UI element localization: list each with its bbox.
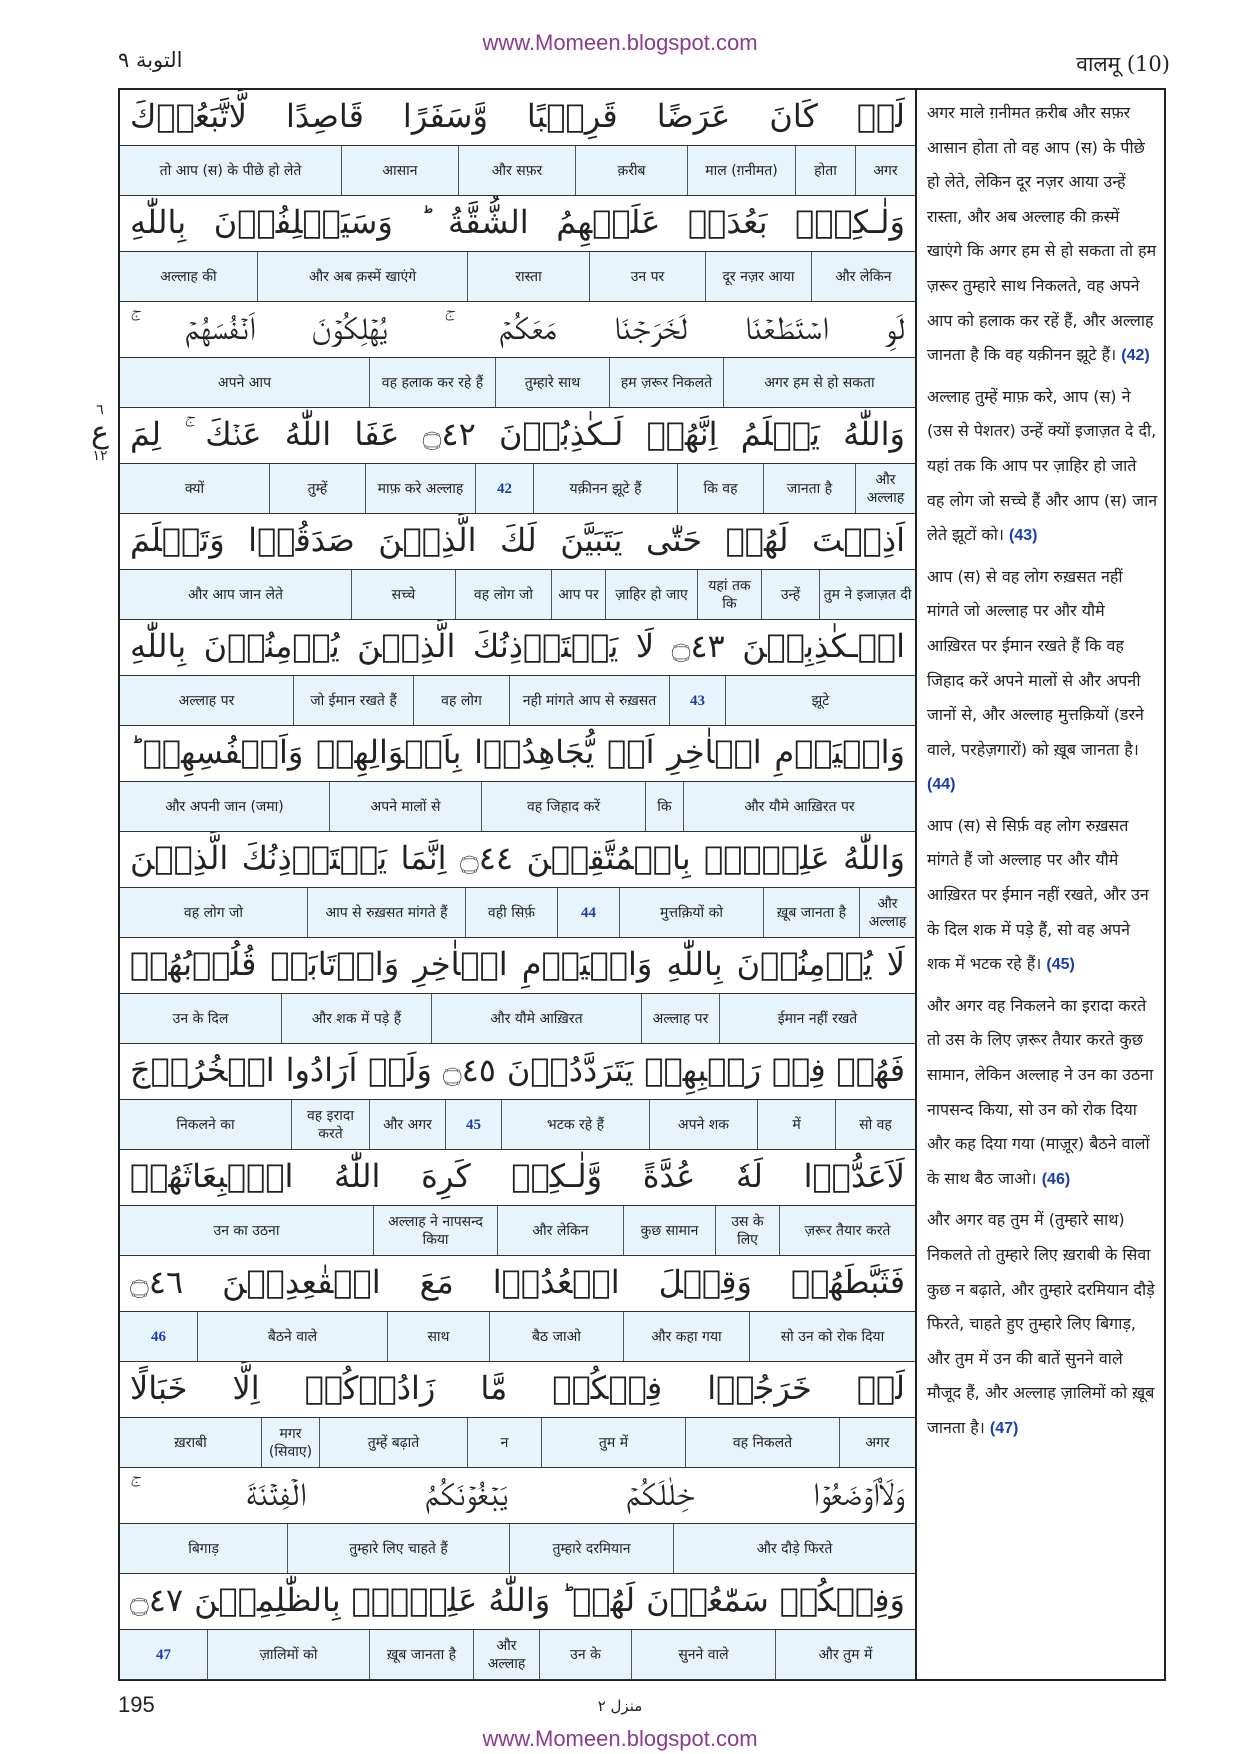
word-translation-row [120,1206,915,1256]
word-meaning-cell: ख़राबी [120,1418,261,1467]
translation-paragraph [927,989,1158,1198]
word-meaning-cell: वह लोग जो [120,888,307,937]
word-meaning-cell: तुम्हारे दरमियान [509,1524,673,1573]
word-meaning-cell: ज़रूर तैयार करते [779,1206,915,1255]
word-meaning-cell: उन का उठना [120,1206,373,1255]
word-meaning-cell: अपने आप [120,358,369,407]
translation-column [917,90,1164,1679]
word-meaning-cell: और अब क़स्में खाएंगे [257,252,467,301]
word-translation-row [120,1312,915,1362]
translation-paragraph [927,560,1158,803]
verse-number-cell: 42 [475,464,533,513]
word-meaning-cell: उन पर [589,252,705,301]
word-meaning-cell: और शक में पड़े हैं [281,994,431,1043]
word-meaning-cell: में [757,1100,835,1149]
verse-number-cell: 47 [120,1630,207,1679]
word-meaning-cell: और अल्लाह [859,888,915,937]
word-meaning-cell: सो उन को रोक दिया [749,1312,915,1361]
verse-number: (43) [1009,527,1038,545]
word-meaning-cell: यक़ीनन झूटे हैं [533,464,677,513]
word-meaning-cell: ख़ूब जानता है [369,1630,473,1679]
word-meaning-cell: माल (ग़नीमत) [687,146,795,195]
verse-number: (42) [1121,347,1150,365]
word-meaning-cell: कि वह [677,464,763,513]
word-meaning-cell: बिगाड़ [120,1524,287,1573]
word-meaning-cell: वह इरादा करते [291,1100,369,1149]
verse-number: (46) [1041,1170,1071,1188]
word-meaning-cell: क़रीब [575,146,687,195]
word-meaning-cell: और कहा गया [623,1312,749,1361]
word-translation-row [120,1100,915,1150]
word-meaning-cell: कि [645,782,683,831]
word-meaning-cell: और लेकिन [497,1206,623,1255]
ruku-marker [85,402,115,464]
word-meaning-cell: भटक रहे हैं [501,1100,649,1149]
word-meaning-cell: होता [795,146,855,195]
word-meaning-cell: सुनने वाले [631,1630,775,1679]
arabic-verse-line: لَوِ اسۡتَطَعۡنَا لَخَرَجۡنَا مَعَكُمۡ‌ ۚ يُهۡلِكُوۡنَ اَنۡفُسَهُمۡ‌ ۚ [120,302,915,358]
word-meaning-cell: और अपनी जान (जमा) [120,782,329,831]
word-meaning-cell: और यौमे आख़िरत [431,994,641,1043]
arabic-verse-line: وَلَا۟اَوۡضَعُوۡا خِلٰلَكُمۡ يَبۡغُوۡنَكُمُ الۡفِتۡنَةَ‌ ۚ [120,1468,915,1524]
arabic-verse-line: لَوۡ خَرَجُوۡا فِيۡكُمۡ مَّا زَادُوۡكُمۡ اِلَّا خَبَالًا [120,1362,915,1418]
word-meaning-cell: अल्लाह की [120,252,257,301]
ruku-marker-top: ٦ [96,402,104,418]
word-meaning-cell: उस के लिए [715,1206,779,1255]
word-translation-row [120,994,915,1044]
word-meaning-cell: तो आप (स) के पीछे हो लेते [120,146,341,195]
juz-title: वालमू (10) [1076,52,1170,76]
translation-text: अगर माले ग़नीमत क़रीब और सफ़र आसान होता तो वह आप (स) के पीछे हो लेते, लेकिन दूर नज़र आया उन्हें रास्ता, और अब अल्लाह की क़स्में खाएंगे कि अगर हम से हो सकता तो हम ज़रूर तुम्हारे साथ निकलते, वह अपने आप को हलाक कर रहें हैं, और अल्लाह जानता है कि वह यक़ीनन झूटे हैं। [927,103,1157,365]
ruku-marker-symbol: ع [91,415,109,450]
arabic-verse-line: وَاللّٰهُ عَلِيۡمٌۢ بِالۡمُتَّقِيۡنَ ۝٤٤ اِنَّمَا يَسۡتَاۡذِنُكَ الَّذِيۡنَ [120,832,915,888]
word-meaning-cell: और सफ़र [458,146,575,195]
word-meaning-cell: अगर [839,1418,915,1467]
word-meaning-cell: अल्लाह पर [641,994,719,1043]
word-meaning-cell: तुम्हारे लिए चाहते हैं [287,1524,509,1573]
arabic-verse-line: فَثَبَّطَهُمۡ وَقِيۡلَ اقۡعُدُوۡا مَعَ الۡقٰعِدِيۡنَ ۝٤٦ [120,1256,915,1312]
word-meaning-cell: तुम में [541,1418,685,1467]
word-meaning-cell: और आप जान लेते [120,570,351,619]
word-meaning-cell: मगर (सिवाए) [261,1418,319,1467]
verse-number: (44) [927,776,956,794]
arabic-verse-line: وَلٰـكِنۡۢ بَعُدَتۡ عَلَيۡهِمُ الشُّقَّةُ ‌ؕ وَسَيَحۡلِفُوۡنَ بِاللّٰهِ [120,196,915,252]
page-number: 195 [118,1692,155,1717]
word-meaning-cell: आप से रुख़सत मांगते हैं [307,888,465,937]
word-meaning-cell: ख़ूब जानता है [763,888,859,937]
verse-number-cell: 46 [120,1312,197,1361]
word-meaning-cell: माफ़ करे अल्लाह [365,464,475,513]
word-meaning-cell: जानता है [763,464,855,513]
translation-text: आप (स) से वह लोग रुख़सत नहीं मांगते जो अल्लाह पर और यौमे आख़िरत पर ईमान रखते हैं कि वह जिहाद करें अपने मालों से और अपनी जानों से, और अल्लाह मुत्तक़ियों (डरने वाले, परहेज़गारों) को ख़ूब जानता है। [927,566,1144,759]
word-meaning-cell: और अगर [369,1100,445,1149]
word-meaning-cell: यहां तक कि [697,570,761,619]
word-meaning-cell: वह लोग [413,676,509,725]
arabic-verse-line: وَاللّٰهُ يَعۡلَمُ اِنَّهُمۡ لَـكٰذِبُوۡنَ ۝٤٢ عَفَا اللّٰهُ عَنۡكَ‌ ۚ لِمَ [120,408,915,464]
word-meaning-cell: ईमान नहीं रखते [719,994,915,1043]
word-meaning-cell: झूटे [725,676,915,725]
ruku-marker-bottom: ١٢ [92,448,108,464]
arabic-verse-line: وَالۡيَوۡمِ الۡاٰخِرِ اَنۡ يُّجَاهِدُوۡا بِاَمۡوَالِهِمۡ وَاَنۡفُسِهِمۡ‌ ؕ [120,726,915,782]
word-meaning-cell: और तुम में [775,1630,915,1679]
word-meaning-cell: न [467,1418,541,1467]
verse-number: (45) [1046,956,1075,974]
word-meaning-cell: अल्लाह पर [120,676,293,725]
word-meaning-cell: तुम ने इजाज़त दी [819,570,915,619]
word-translation-row [120,570,915,620]
surah-title: التوبة ٩ [118,48,183,72]
word-meaning-cell: अगर [855,146,915,195]
translation-paragraph [927,809,1158,983]
word-meaning-cell: और यौमे आख़िरत पर [683,782,915,831]
verse-number-cell: 44 [557,888,619,937]
word-meaning-cell: निकलने का [120,1100,291,1149]
translation-paragraph [927,1203,1158,1446]
verse-number-cell: 45 [445,1100,501,1149]
word-meaning-cell: और अल्लाह [855,464,915,513]
word-translation-row [120,252,915,302]
arabic-verse-line: الۡـكٰذِبِيۡنَ ۝٤٣ لَا يَسۡتَاۡذِنُكَ الَّذِيۡنَ يُؤۡمِنُوۡنَ بِاللّٰهِ [120,620,915,676]
word-meaning-cell: क्यों [120,464,269,513]
word-meaning-cell: अल्लाह ने नापसन्द किया [373,1206,497,1255]
word-translation-row [120,1524,915,1574]
arabic-verse-line: لَا يُؤۡمِنُوۡنَ بِاللّٰهِ وَالۡيَوۡمِ الۡاٰخِرِ وَارۡتَابَتۡ قُلُوۡبُهُمۡ [120,938,915,994]
word-meaning-cell: दूर नज़र आया [705,252,811,301]
page-frame [118,88,1166,1681]
arabic-verse-line: فَهُمۡ فِىۡ رَيۡبِهِمۡ يَتَرَدَّدُوۡنَ ۝٤٥ وَلَوۡ اَرَادُوا الۡخُرُوۡجَ [120,1044,915,1100]
word-meaning-cell: सच्चे [351,570,455,619]
word-meaning-cell: जो ईमान रखते हैं [293,676,413,725]
verse-column [120,90,917,1679]
word-meaning-cell: तुम्हें बढ़ाते [319,1418,467,1467]
word-meaning-cell: और लेकिन [811,252,915,301]
word-meaning-cell: वह हलाक कर रहे हैं [369,358,495,407]
word-meaning-cell: और अल्लाह [473,1630,539,1679]
manzil-label: منزل ٢ [597,1697,643,1715]
word-meaning-cell: तुम्हारे साथ [495,358,609,407]
word-translation-row [120,358,915,408]
word-meaning-cell: मुत्तक़ियों को [619,888,763,937]
word-meaning-cell: आप पर [551,570,605,619]
translation-text: अल्लाह तुम्हें माफ़ करे, आप (स) ने (उस से पेशतर) उन्हें क्यों इजाज़त दे दी, यहां तक कि आप पर ज़ाहिर हो जाते वह लोग जो सच्चे हैं और आप (स) जान लेते झूटों को। [927,386,1158,545]
word-meaning-cell: वह जिहाद करें [481,782,645,831]
word-translation-row [120,146,915,196]
word-meaning-cell: आसान [341,146,458,195]
site-url-bottom[interactable]: www.Momeen.blogspot.com [482,1726,758,1751]
word-meaning-cell: उन्हें [761,570,819,619]
word-meaning-cell: हम ज़रूर निकलते [609,358,723,407]
word-meaning-cell: और दौड़े फिरते [673,1524,915,1573]
word-translation-row [120,888,915,938]
word-meaning-cell: वह लोग जो [455,570,551,619]
word-meaning-cell: तुम्हें [269,464,365,513]
translation-paragraph [927,380,1158,554]
word-meaning-cell: कुछ सामान [623,1206,715,1255]
translation-paragraph [927,96,1158,374]
word-translation-row [120,1630,915,1680]
word-translation-row [120,464,915,514]
word-meaning-cell: वह निकलते [685,1418,839,1467]
translation-text: और अगर वह तुम में (तुम्हारे साथ) निकलते तो तुम्हारे लिए ख़राबी के सिवा कुछ न बढ़ाते, और तुम्हारे दरमियान दौड़े फिरते, चाहते हुए तुम्हारे लिए बिगाड़, और तुम में उन की बातें सुनने वाले मौजूद हैं, और अल्लाह ज़ालिमों को ख़ूब जानता है। [927,1210,1155,1437]
word-meaning-cell: साथ [387,1312,489,1361]
arabic-verse-line: لَوۡ كَانَ عَرَضًا قَرِيۡبًا وَّسَفَرًا قَاصِدًا لَّاتَّبَعُوۡكَ [120,90,915,146]
arabic-verse-line: لَاَعَدُّوۡا لَهٗ عُدَّةً وَّلٰـكِنۡ كَرِهَ اللّٰهُ انۡۢبِعَاثَهُمۡ [120,1150,915,1206]
word-meaning-cell: वही सिर्फ़ [465,888,557,937]
word-meaning-cell: बैठ जाओ [489,1312,623,1361]
word-meaning-cell: अगर हम से हो सकता [723,358,915,407]
site-url-top[interactable]: www.Momeen.blogspot.com [482,30,758,55]
word-meaning-cell: ज़ाहिर हो जाए [605,570,697,619]
verse-number: (47) [989,1419,1019,1437]
word-meaning-cell: उन के [539,1630,631,1679]
arabic-verse-line: وَفِيۡكُمۡ سَمّٰعُوۡنَ لَهُمۡ‌ ؕ وَاللّٰهُ عَلِيۡمٌۢ بِالظّٰلِمِيۡنَ ۝٤٧ [120,1574,915,1630]
word-meaning-cell: सो वह [835,1100,915,1149]
word-meaning-cell: उन के दिल [120,994,281,1043]
word-meaning-cell: अपने शक [649,1100,757,1149]
word-meaning-cell: अपने मालों से [329,782,481,831]
word-translation-row [120,1418,915,1468]
word-meaning-cell: नही मांगते आप से रुख़सत [509,676,669,725]
arabic-verse-line: اَذِنۡتَ لَهُمۡ حَتّٰى يَتَبَيَّنَ لَكَ الَّذِيۡنَ صَدَقُوۡا وَتَعۡلَمَ [120,514,915,570]
word-translation-row [120,782,915,832]
word-meaning-cell: रास्ता [467,252,589,301]
translation-text: आप (स) से सिर्फ़ वह लोग रुख़सत मांगते हैं जो अल्लाह पर और यौमे आख़िरत पर ईमान नहीं रखते, और उन के दिल शक में पड़े हैं, सो वह अपने शक में भटक रहे हैं। [927,815,1149,974]
verse-number-cell: 43 [669,676,725,725]
word-translation-row [120,676,915,726]
translation-text: और अगर वह निकलने का इरादा करते तो उस के लिए ज़रूर तैयार करते कुछ सामान, लेकिन अल्लाह ने उन का उठना नापसन्द किया, सो उन को रोक दिया और कह दिया गया (माज़ूर) बैठने वालों के साथ बैठ जाओ। [927,995,1154,1188]
word-meaning-cell: बैठने वाले [197,1312,387,1361]
word-meaning-cell: ज़ालिमों को [207,1630,369,1679]
